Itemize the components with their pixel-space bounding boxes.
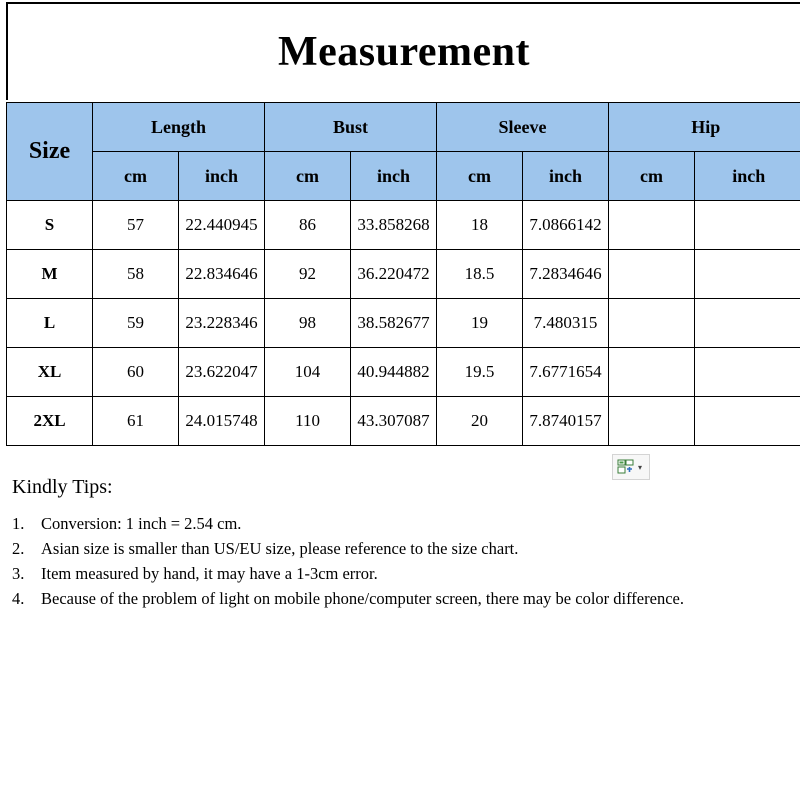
header-row-units bbox=[7, 152, 800, 201]
table-cell: 104 bbox=[265, 348, 351, 397]
table-cell bbox=[695, 348, 800, 397]
table-cell: 59 bbox=[93, 299, 179, 348]
table-cell: 60 bbox=[93, 348, 179, 397]
unit-header: inch bbox=[695, 152, 800, 201]
measurement-sheet bbox=[6, 2, 800, 450]
table-cell: 36.220472 bbox=[351, 250, 437, 299]
paste-options-icon bbox=[617, 459, 635, 475]
sleeve-group-header: Sleeve bbox=[437, 103, 609, 152]
tip-number: 2. bbox=[12, 539, 25, 558]
table-row bbox=[7, 201, 800, 250]
size-cell: M bbox=[7, 250, 93, 299]
table-cell: 20 bbox=[437, 397, 523, 446]
unit-header: cm bbox=[437, 152, 523, 201]
tip-text: Conversion: 1 inch = 2.54 cm. bbox=[41, 514, 242, 533]
unit-header: cm bbox=[93, 152, 179, 201]
size-column-header: Size bbox=[7, 103, 93, 201]
table-cell bbox=[695, 201, 800, 250]
tips-title: Kindly Tips: bbox=[12, 476, 113, 498]
size-cell: S bbox=[7, 201, 93, 250]
table-cell bbox=[695, 397, 800, 446]
tip-number: 1. bbox=[12, 514, 25, 533]
table-cell: 86 bbox=[265, 201, 351, 250]
table-cell: 7.480315 bbox=[523, 299, 609, 348]
size-table bbox=[6, 102, 800, 446]
table-cell: 57 bbox=[93, 201, 179, 250]
table-cell: 7.2834646 bbox=[523, 250, 609, 299]
unit-header: inch bbox=[351, 152, 437, 201]
table-cell: 7.0866142 bbox=[523, 201, 609, 250]
table-cell bbox=[695, 299, 800, 348]
length-group-header: Length bbox=[93, 103, 265, 152]
unit-header: inch bbox=[179, 152, 265, 201]
size-cell: 2XL bbox=[7, 397, 93, 446]
table-cell: 40.944882 bbox=[351, 348, 437, 397]
table-cell: 98 bbox=[265, 299, 351, 348]
table-cell: 18.5 bbox=[437, 250, 523, 299]
tip-item bbox=[12, 536, 772, 561]
tip-number: 4. bbox=[12, 589, 25, 608]
table-cell bbox=[609, 250, 695, 299]
size-cell: XL bbox=[7, 348, 93, 397]
table-cell: 22.440945 bbox=[179, 201, 265, 250]
chevron-down-icon: ▾ bbox=[638, 462, 643, 472]
kindly-tips bbox=[12, 476, 772, 611]
header-row-groups bbox=[7, 103, 800, 152]
unit-header: cm bbox=[609, 152, 695, 201]
unit-header: inch bbox=[523, 152, 609, 201]
table-cell: 110 bbox=[265, 397, 351, 446]
table-cell: 92 bbox=[265, 250, 351, 299]
tip-text: Item measured by hand, it may have a 1-3cm error. bbox=[41, 564, 378, 583]
table-cell: 61 bbox=[93, 397, 179, 446]
table-cell bbox=[695, 250, 800, 299]
unit-header: cm bbox=[265, 152, 351, 201]
table-row bbox=[7, 397, 800, 446]
table-cell: 23.622047 bbox=[179, 348, 265, 397]
title-box bbox=[6, 2, 800, 100]
size-cell: L bbox=[7, 299, 93, 348]
tip-text: Asian size is smaller than US/EU size, please reference to the size chart. bbox=[41, 539, 519, 558]
table-cell: 33.858268 bbox=[351, 201, 437, 250]
table-row bbox=[7, 299, 800, 348]
table-row bbox=[7, 250, 800, 299]
tip-item bbox=[12, 586, 772, 611]
bust-group-header: Bust bbox=[265, 103, 437, 152]
table-cell: 24.015748 bbox=[179, 397, 265, 446]
table-cell bbox=[609, 201, 695, 250]
table-row bbox=[7, 348, 800, 397]
table-cell: 19.5 bbox=[437, 348, 523, 397]
table-cell: 22.834646 bbox=[179, 250, 265, 299]
tip-item bbox=[12, 511, 772, 536]
table-cell: 7.8740157 bbox=[523, 397, 609, 446]
table-cell: 7.6771654 bbox=[523, 348, 609, 397]
table-cell: 38.582677 bbox=[351, 299, 437, 348]
tip-item bbox=[12, 561, 772, 586]
tip-text: Because of the problem of light on mobile phone/computer screen, there may be color difference. bbox=[41, 589, 684, 608]
hip-group-header: Hip bbox=[609, 103, 800, 152]
table-cell bbox=[609, 397, 695, 446]
table-cell bbox=[609, 299, 695, 348]
page-title: Measurement bbox=[278, 29, 530, 75]
table-cell: 23.228346 bbox=[179, 299, 265, 348]
table-cell: 19 bbox=[437, 299, 523, 348]
table-cell: 43.307087 bbox=[351, 397, 437, 446]
table-cell: 18 bbox=[437, 201, 523, 250]
tips-list bbox=[12, 511, 772, 611]
table-cell: 58 bbox=[93, 250, 179, 299]
tip-number: 3. bbox=[12, 564, 25, 583]
table-cell bbox=[609, 348, 695, 397]
